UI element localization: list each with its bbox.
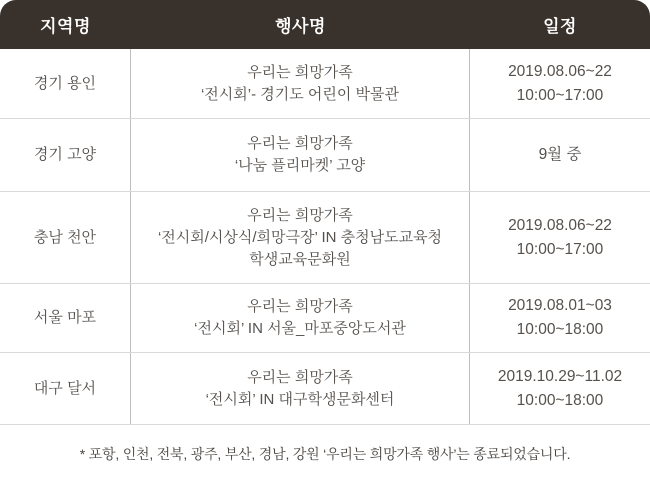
event-line: 우리는 희망가족 xyxy=(247,206,353,224)
table-row xyxy=(0,284,650,353)
schedule-line: 10:00~17:00 xyxy=(516,240,604,258)
region-cell: 서울 마포 xyxy=(0,284,131,352)
event-line: 우리는 희망가족 xyxy=(247,368,353,386)
event-cell xyxy=(131,284,470,352)
event-cell xyxy=(131,353,470,424)
event-line: ‘전시회/시상식/희망극장’ IN 충청남도교육청 xyxy=(157,228,443,246)
schedule-line: 2019.10.29~11.02 xyxy=(497,367,623,385)
schedule-line: 10:00~17:00 xyxy=(516,86,604,104)
schedule-line: 10:00~18:00 xyxy=(516,321,604,338)
event-cell xyxy=(131,119,470,191)
region-cell: 경기 고양 xyxy=(0,119,131,191)
schedule-line: 2019.08.06~22 xyxy=(508,216,612,234)
event-line: 학생교육문화원 xyxy=(249,250,351,268)
table-header-row xyxy=(0,0,650,49)
table-row xyxy=(0,353,650,425)
event-line: ‘전시회’- 경기도 어린이 박물관 xyxy=(200,85,400,103)
event-line: 우리는 희망가족 xyxy=(247,298,353,315)
schedule-cell xyxy=(470,192,650,283)
event-cell xyxy=(131,192,470,283)
schedule-line: 2019.08.01~03 xyxy=(508,297,612,314)
event-line: 우리는 희망가족 xyxy=(247,135,353,152)
event-line: 우리는 희망가족 xyxy=(247,63,353,81)
event-line: ‘전시회’ IN 대구학생문화센터 xyxy=(205,390,395,408)
schedule-cell xyxy=(470,353,650,424)
region-cell: 경기 용인 xyxy=(0,49,131,118)
schedule-line: 2019.08.06~22 xyxy=(508,62,612,80)
table-row xyxy=(0,49,650,119)
header-event: 행사명 xyxy=(275,17,326,36)
event-line: ‘나눔 플리마켓’ 고양 xyxy=(234,157,366,174)
schedule-cell xyxy=(470,119,650,191)
schedule-line: 9월 중 xyxy=(538,146,582,163)
schedule-cell xyxy=(470,49,650,118)
table-row xyxy=(0,192,650,284)
region-cell: 충남 천안 xyxy=(0,192,131,283)
closed-events-note: * 포항, 인천, 전북, 광주, 부산, 경남, 강원 ‘우리는 희망가족 행사’는 종료되었습니다. xyxy=(79,446,571,462)
schedule-line: 10:00~18:00 xyxy=(516,391,604,409)
region-cell: 대구 달서 xyxy=(0,353,131,424)
header-region: 지역명 xyxy=(40,17,91,36)
event-line: ‘전시회’ IN 서울_마포중앙도서관 xyxy=(194,320,406,337)
table-row xyxy=(0,119,650,192)
event-cell xyxy=(131,49,470,118)
schedule-cell xyxy=(470,284,650,352)
header-schedule: 일정 xyxy=(543,17,577,36)
